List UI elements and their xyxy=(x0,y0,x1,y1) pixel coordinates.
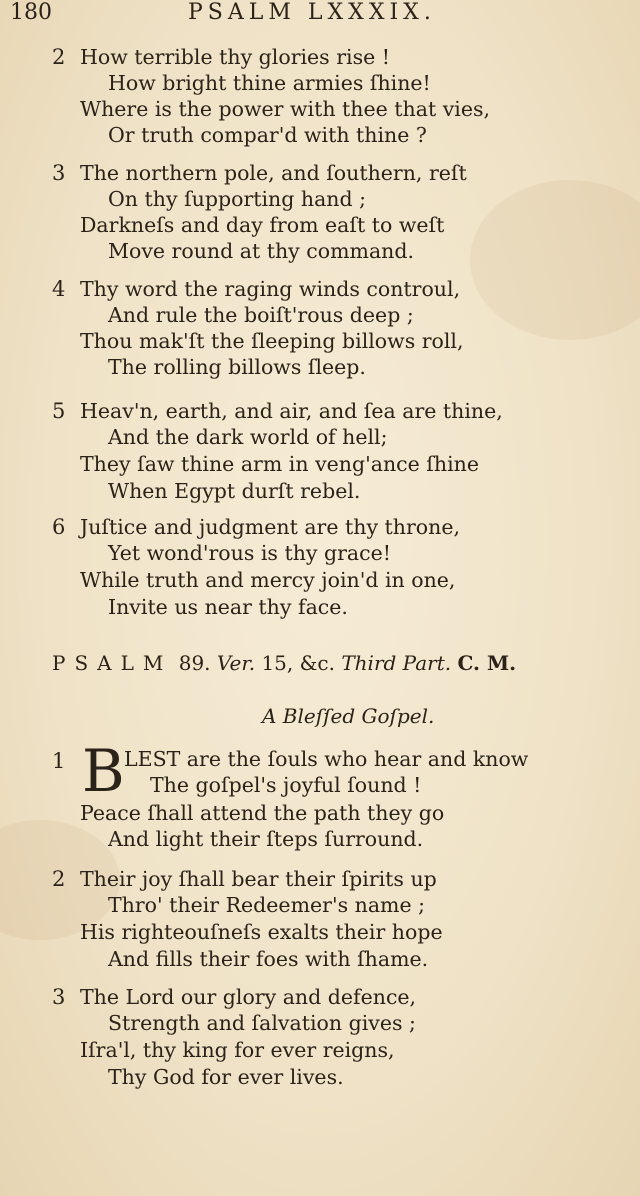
stanza-number: 3 xyxy=(52,985,66,1009)
stanza-number: 1 xyxy=(52,749,66,773)
verse-line: Iſra'l, thy king for ever reigns, xyxy=(80,1038,395,1062)
verse-line: The goſpel's joyful ſound ! xyxy=(150,773,422,797)
verse-line: Thy God for ever lives. xyxy=(108,1065,344,1089)
hymn-subtitle: A Bleſſed Goſpel. xyxy=(262,704,435,728)
verse-line: And rule the boiſt'rous deep ; xyxy=(108,303,414,327)
heading-psalm-number: 89. xyxy=(178,651,211,675)
verse-line: His righteouſneſs exalts their hope xyxy=(80,920,443,944)
verse-line: Or truth compar'd with thine ? xyxy=(108,123,427,147)
stanza-number: 4 xyxy=(52,277,66,301)
verse-line: And light their ſteps ſurround. xyxy=(108,827,424,851)
paper-stain xyxy=(470,180,640,340)
stanza-number: 2 xyxy=(52,867,66,891)
verse-line: And the dark world of hell; xyxy=(108,425,388,449)
heading-ver-label: Ver. xyxy=(216,651,256,675)
verse-line: Move round at thy command. xyxy=(108,239,415,263)
verse-line: Peace ſhall attend the path they go xyxy=(80,801,445,825)
verse-line: Their joy ſhall bear their ſpirits up xyxy=(80,867,437,891)
verse-line: The northern pole, and ſouthern, reſt xyxy=(80,161,467,185)
heading-meter: C. M. xyxy=(457,651,517,675)
stanza-number: 6 xyxy=(52,515,66,539)
verse-line: Thy word the raging winds controul, xyxy=(80,277,461,301)
part-heading xyxy=(52,650,632,676)
verse-line: How bright thine armies ſhine! xyxy=(108,71,431,95)
heading-ver-range: 15, &c. xyxy=(261,651,335,675)
verse-line: And fills their foes with ſhame. xyxy=(108,947,429,971)
verse-line: The rolling billows ſleep. xyxy=(108,355,366,379)
verse-line: On thy ſupporting hand ; xyxy=(108,187,367,211)
verse-line: How terrible thy glories rise ! xyxy=(80,45,390,69)
running-title: PSALM LXXXIX. xyxy=(188,0,436,25)
verse-line: While truth and mercy join'd in one, xyxy=(80,568,456,592)
stanza-number: 3 xyxy=(52,161,66,185)
verse-line: The Lord our glory and defence, xyxy=(80,985,417,1009)
verse-line: Heav'n, earth, and air, and ſea are thine, xyxy=(80,399,503,423)
heading-psalm: PSALM xyxy=(52,651,173,675)
verse-line: They ſaw thine arm in veng'ance ſhine xyxy=(80,452,479,476)
heading-part: Third Part. xyxy=(341,651,452,675)
verse-line: Strength and ſalvation gives ; xyxy=(108,1011,416,1035)
verse-line: Yet wond'rous is thy grace! xyxy=(108,541,391,565)
verse-line: When Egypt durſt rebel. xyxy=(108,479,361,503)
verse-line: Thou mak'ſt the ſleeping billows roll, xyxy=(80,329,464,353)
stanza-number: 5 xyxy=(52,399,66,423)
page-number: 180 xyxy=(10,0,52,25)
stanza-number: 2 xyxy=(52,45,66,69)
page-header xyxy=(0,0,640,32)
verse-line: Where is the power with thee that vies, xyxy=(80,97,490,121)
verse-line: Juſtice and judgment are thy throne, xyxy=(80,515,460,539)
verse-line: LEST are the ſouls who hear and know xyxy=(124,747,529,771)
verse-line: Invite us near thy face. xyxy=(108,595,348,619)
drop-cap: B xyxy=(82,737,125,805)
verse-line: Thro' their Redeemer's name ; xyxy=(108,893,426,917)
verse-line: Darkneſs and day from eaſt to weſt xyxy=(80,213,445,237)
